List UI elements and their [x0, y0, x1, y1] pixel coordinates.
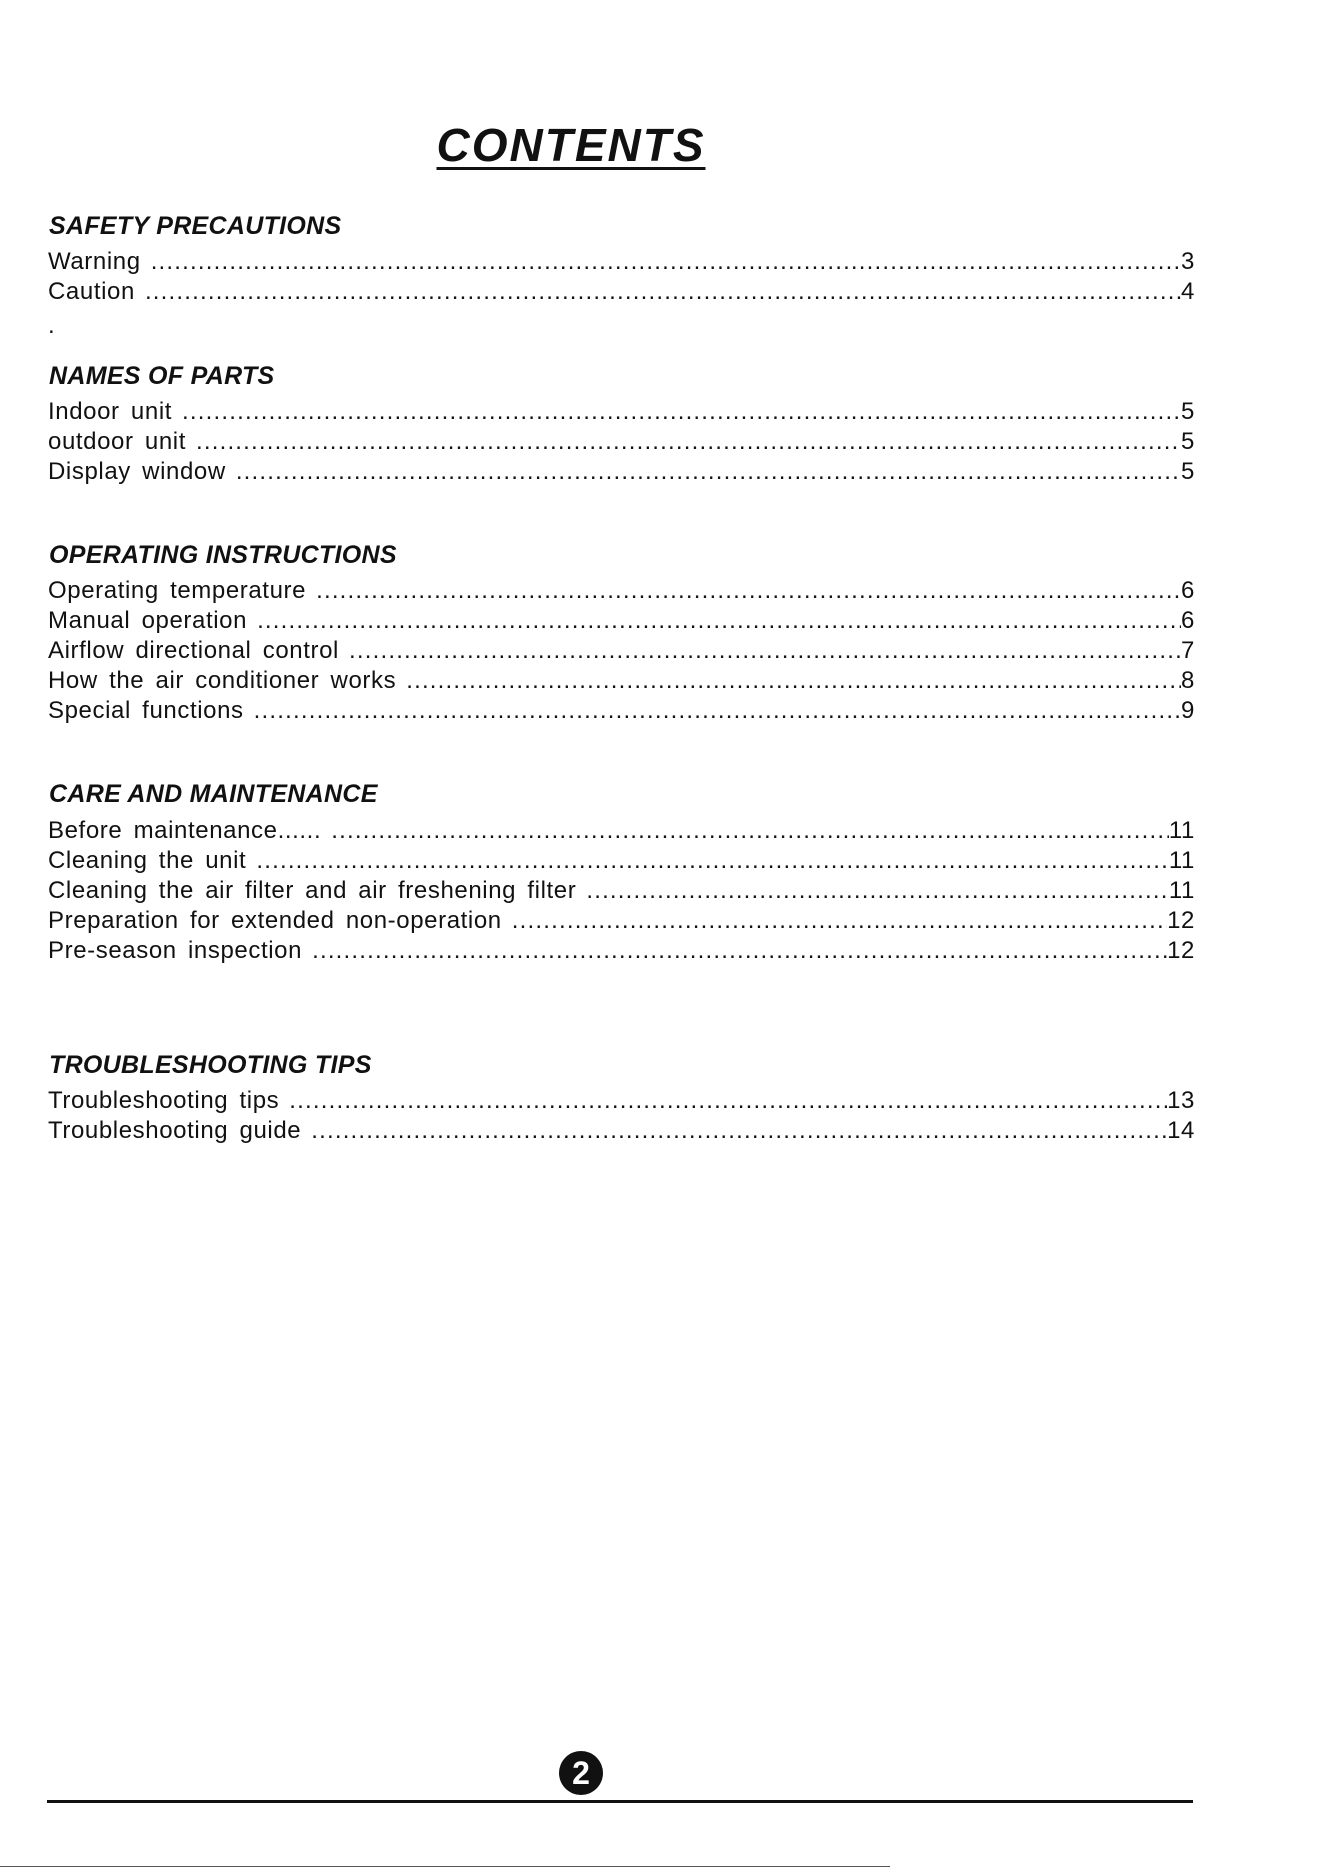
- dot-leader: [512, 909, 1167, 933]
- toc-entry-page: 5: [1181, 428, 1195, 455]
- page-number-badge: 2: [559, 1751, 603, 1795]
- section-heading-names-of-parts: NAMES OF PARTS: [49, 362, 275, 390]
- toc-entry-display-window[interactable]: [48, 458, 1195, 488]
- toc-entry-warning[interactable]: [48, 248, 1195, 278]
- toc-entry-cleaning-the-air-filter[interactable]: [48, 877, 1195, 907]
- footer-rule: [0, 1866, 890, 1867]
- toc-entry-page: 11: [1168, 817, 1195, 844]
- dot-leader: [182, 400, 1181, 424]
- toc-entry-pre-season-inspection[interactable]: [48, 937, 1195, 967]
- dot-leader: [586, 879, 1169, 903]
- toc-entry-page: 14: [1167, 1117, 1195, 1144]
- toc-entry-page: 4: [1181, 278, 1195, 305]
- toc-entry-label: Troubleshooting guide: [48, 1117, 302, 1144]
- toc-entry-label: Airflow directional control: [48, 637, 339, 664]
- toc-entry-troubleshooting-guide[interactable]: [48, 1117, 1195, 1147]
- dot-leader: [316, 579, 1181, 603]
- dot-leader: [312, 939, 1167, 963]
- dot-leader: [151, 250, 1181, 274]
- dot-leader: [236, 460, 1181, 484]
- toc-entry-page: 6: [1181, 577, 1195, 604]
- toc-entry-airflow-directional-control[interactable]: [48, 637, 1195, 667]
- toc-entry-page: 5: [1181, 398, 1195, 425]
- toc-entry-troubleshooting-tips[interactable]: [48, 1087, 1195, 1117]
- toc-entry-label: How the air conditioner works: [48, 667, 397, 694]
- toc-entry-label: Special functions: [48, 697, 244, 724]
- toc-entry-label: Indoor unit: [48, 398, 173, 425]
- toc-entry-manual-operation[interactable]: [48, 607, 1195, 637]
- toc-entry-page: 12: [1167, 937, 1195, 964]
- toc-entry-before-maintenance[interactable]: [48, 817, 1195, 847]
- stray-mark: .: [48, 312, 55, 339]
- toc-entry-label: Display window: [48, 458, 226, 485]
- toc-entry-page: 13: [1167, 1087, 1195, 1114]
- dot-leader: [349, 639, 1181, 663]
- dot-leader: [406, 669, 1181, 693]
- toc-entry-label: outdoor unit: [48, 428, 186, 455]
- toc-entry-label: Pre-season inspection: [48, 937, 303, 964]
- toc-entry-page: 9: [1181, 697, 1195, 724]
- toc-entry-how-the-air-conditioner-works[interactable]: [48, 667, 1195, 697]
- toc-entry-page: 12: [1167, 907, 1195, 934]
- toc-entry-page: 11: [1168, 877, 1195, 904]
- toc-entry-operating-temperature[interactable]: [48, 577, 1195, 607]
- section-heading-care-and-maintenance: CARE AND MAINTENANCE: [49, 780, 378, 808]
- dot-leader: [289, 1089, 1167, 1113]
- toc-entry-indoor-unit[interactable]: [48, 398, 1195, 428]
- dot-leader: [145, 280, 1181, 304]
- toc-entry-special-functions[interactable]: [48, 697, 1195, 727]
- toc-entry-label: Caution: [48, 278, 135, 305]
- dot-leader: [311, 1119, 1167, 1143]
- toc-entry-page: 5: [1181, 458, 1195, 485]
- toc-entry-label: Cleaning the air filter and air freshening filter: [48, 877, 577, 904]
- toc-entry-label: Operating temperature: [48, 577, 307, 604]
- section-heading-operating-instructions: OPERATING INSTRUCTIONS: [49, 541, 397, 569]
- dot-leader: [254, 699, 1181, 723]
- dot-leader: [256, 849, 1169, 873]
- toc-entry-label: Preparation for extended non-operation: [48, 907, 502, 934]
- toc-entry-label: Troubleshooting tips: [48, 1087, 280, 1114]
- toc-entry-page: 3: [1181, 248, 1195, 275]
- dot-leader: [257, 609, 1181, 633]
- toc-entry-outdoor-unit[interactable]: [48, 428, 1195, 458]
- toc-entry-caution[interactable]: [48, 278, 1195, 308]
- toc-entry-label: Cleaning the unit: [48, 847, 247, 874]
- toc-entry-preparation-for-extended-non-operation[interactable]: [48, 907, 1195, 937]
- section-heading-safety-precautions: SAFETY PRECAUTIONS: [49, 212, 342, 240]
- toc-entry-label: Manual operation: [48, 607, 248, 634]
- section-heading-troubleshooting-tips: TROUBLESHOOTING TIPS: [49, 1051, 372, 1079]
- toc-entry-page: 6: [1181, 607, 1195, 634]
- toc-entry-page: 7: [1181, 637, 1195, 664]
- page-title: CONTENTS: [436, 119, 706, 171]
- toc-entry-label: Warning: [48, 248, 141, 275]
- toc-entry-label: Before maintenance......: [48, 817, 322, 844]
- toc-entry-page: 11: [1168, 847, 1195, 874]
- toc-entry-page: 8: [1181, 667, 1195, 694]
- toc-entry-cleaning-the-unit[interactable]: [48, 847, 1195, 877]
- dot-leader: [331, 819, 1169, 843]
- bottom-rule: [47, 1800, 1193, 1803]
- dot-leader: [196, 430, 1181, 454]
